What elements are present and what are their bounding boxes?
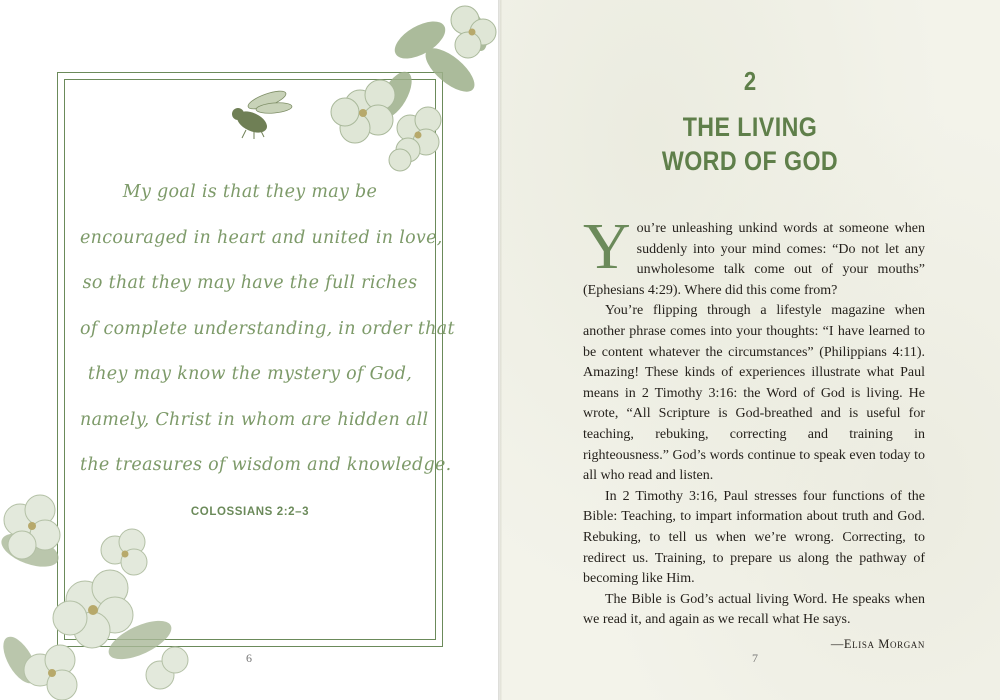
- page-number-right: 7: [752, 651, 758, 665]
- quote-line: they may know the mystery of God,: [87, 364, 413, 384]
- paragraph: You’re flipping through a lifestyle magazine when another phrase comes into your thoughts: “I have learned to be content whatever the circumstances” (Philippians 4:11). Amazing! These kinds of experiences illustrate what Paul means in 2 Timothy 3:16: the Word of God is living. He wrote, “All Scripture is God-breathed and is useful for teaching, rebuking, correcting and training in righteousness.” God’s words continue to speak even today to all who read and listen.: [583, 303, 925, 484]
- page-number-left: 6: [246, 651, 252, 665]
- drop-cap: Y: [583, 210, 631, 283]
- paragraph: In 2 Timothy 3:16, Paul stresses four functions of the Bible: Teaching, to impart information about truth and God. Rebuking, to tell us when we’re wrong. Correcting, to redirect us. Training, to prepare us along the pathway of becoming like Him.: [583, 488, 925, 587]
- quote-line: the treasures of wisdom and knowledge.: [80, 455, 452, 475]
- quote-line: so that they may have the full riches: [82, 273, 418, 293]
- blossom-illustration-top: [300, 0, 500, 190]
- paragraph-text: ou’re unleashing unkind words at someone when suddenly into your mind comes: “Do not let any unwholesome talk come out of your mouths” (Ephesians 4:29). Where did this come from?: [583, 221, 925, 298]
- bee-illustration: [222, 82, 302, 142]
- book-gutter: [498, 0, 502, 700]
- blossom-illustration-bottom: [0, 490, 200, 700]
- chapter-number: 2: [743, 66, 757, 96]
- quote-line: encouraged in heart and united in love,: [80, 227, 443, 248]
- right-page: [500, 0, 1000, 700]
- quote-line: namely, Christ in whom are hidden all: [80, 409, 429, 430]
- scripture-quote: [80, 170, 455, 489]
- chapter-title-line: THE LIVING: [682, 112, 818, 142]
- chapter-title: [500, 110, 1000, 178]
- quote-line: My goal is that they may be: [122, 182, 378, 202]
- author-attribution: —Elisa Morgan: [830, 637, 925, 651]
- devotional-body: [583, 210, 925, 631]
- paragraph: The Bible is God’s actual living Word. He speaks when we read it, and again as we recall what He says.: [583, 591, 925, 628]
- paragraph: [583, 210, 925, 301]
- quote-line: of complete understanding, in order that: [80, 318, 455, 339]
- scripture-reference: COLOSSIANS 2:2–3: [190, 506, 310, 518]
- chapter-title-line: WORD OF GOD: [661, 146, 839, 176]
